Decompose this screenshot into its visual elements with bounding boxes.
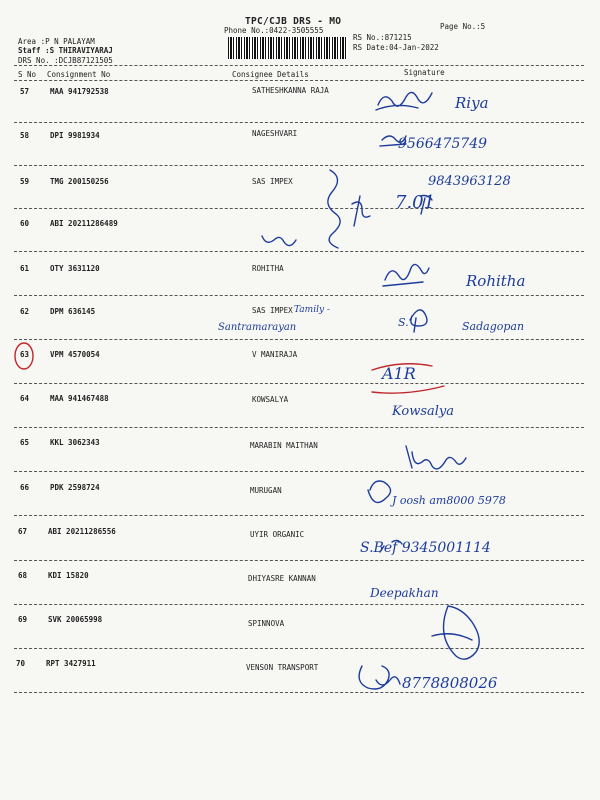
row-divider: [14, 208, 584, 209]
row-consignee: SATHESHKANNA RAJA: [252, 86, 329, 95]
row-sno: 68: [18, 571, 28, 580]
row-consignee: UYIR ORGANIC: [250, 530, 305, 539]
row-divider: [14, 122, 584, 123]
col-consignment: Consignment No: [47, 70, 111, 79]
row-sno: 61: [20, 264, 30, 273]
row-consignee: MARABIN MAITHAN: [250, 441, 318, 450]
row-consignment: RPT 3427911: [46, 659, 96, 668]
handwritten-note: S.: [398, 316, 409, 329]
handwritten-name: Kowsalya: [392, 404, 454, 419]
row-consignment: ABI 20211286489: [50, 219, 118, 228]
row-divider: [14, 339, 584, 340]
row-sno: 64: [20, 394, 30, 403]
signature-scribble: [406, 446, 466, 469]
row-divider: [14, 383, 584, 384]
row-divider: [14, 560, 584, 561]
drs-number: DRS No. :DCJB87121505: [18, 56, 113, 65]
signature-scribble: [359, 666, 400, 689]
row-divider: [14, 165, 584, 166]
header-divider: [14, 65, 584, 66]
page-number: Page No.:5: [440, 22, 486, 31]
red-pen-stroke: [372, 386, 444, 393]
row-consignment: KDI 15820: [48, 571, 89, 580]
row-consignment: SVK 20065998: [48, 615, 103, 624]
row-divider: [14, 604, 584, 605]
col-sno: S No: [18, 70, 37, 79]
signature-scribble: [383, 264, 429, 286]
row-consignee: SAS IMPEX: [252, 306, 293, 315]
row-sno: 58: [20, 131, 30, 140]
handwritten-name: Riya: [455, 94, 489, 112]
row-consignment: PDK 2598724: [50, 483, 100, 492]
row-consignee: ROHITHA: [252, 264, 284, 273]
row-sno: 69: [18, 615, 28, 624]
handwritten-name: Sadagopan: [462, 320, 525, 333]
row-sno: 62: [20, 307, 30, 316]
signature-scribble: [410, 310, 427, 332]
row-consignee: MURUGAN: [250, 486, 282, 495]
handwritten-note: 7.01: [395, 192, 436, 213]
sheet-title: TPC/CJB DRS - MO: [245, 16, 342, 27]
row-consignment: MAA 941467488: [50, 394, 109, 403]
handwritten-phone: 9843963128: [428, 174, 511, 189]
row-consignee: V MANIRAJA: [252, 350, 298, 359]
signature-scribble: [376, 92, 432, 110]
row-consignee: VENSON TRANSPORT: [246, 663, 319, 672]
row-consignment: DPI 9981934: [50, 131, 100, 140]
row-sno: 70: [16, 659, 26, 668]
row-sno: 65: [20, 438, 30, 447]
signature-scribble: [262, 236, 296, 246]
handwritten-phone: 9566475749: [398, 136, 488, 152]
row-sno: 59: [20, 177, 30, 186]
handwritten-note: J oosh am8000 5978: [392, 494, 506, 507]
row-consignment: ABI 20211286556: [48, 527, 116, 536]
barcode-image: [228, 37, 348, 59]
signature-scribble: [352, 196, 370, 226]
row-divider: [14, 515, 584, 516]
handwritten-note: A1R: [382, 364, 416, 383]
signature-scribble: [432, 606, 479, 659]
staff-label: Staff :S THIRAVIYARAJ: [18, 46, 113, 55]
col-signature: Signature: [404, 68, 445, 77]
phone-number: Phone No.:0422-3505555: [224, 26, 324, 35]
row-consignee: SAS IMPEX: [252, 177, 293, 186]
row-divider: [14, 471, 584, 472]
rs-number: RS No.:871215: [353, 33, 412, 42]
row-divider: [14, 692, 584, 693]
handwritten-phone: 8778808026: [402, 674, 498, 692]
row-consignee: DHIYASRE KANNAN: [248, 574, 316, 583]
col-consignee: Consignee Details: [232, 70, 309, 79]
row-consignment: OTY 3631120: [50, 264, 100, 273]
handwritten-name: Deepakhan: [370, 586, 439, 600]
rs-date: RS Date:04-Jan-2022: [353, 43, 439, 52]
row-consignment: VPM 4570054: [50, 350, 100, 359]
row-sno: 66: [20, 483, 30, 492]
columns-divider: [14, 80, 584, 81]
handwritten-phone: S.Bef 9345001114: [360, 540, 491, 556]
handwritten-name: Rohitha: [466, 272, 526, 290]
row-consignee: SPINNOVA: [248, 619, 285, 628]
signature-scribble: [368, 481, 391, 503]
row-divider: [14, 427, 584, 428]
handwritten-note: Santramarayan: [218, 322, 297, 333]
area-label: Area :P N PALAYAM: [18, 37, 95, 46]
row-consignee: KOWSALYA: [252, 395, 289, 404]
row-sno: 60: [20, 219, 30, 228]
row-sno: 63: [20, 350, 30, 359]
row-sno: 67: [18, 527, 28, 536]
row-divider: [14, 251, 584, 252]
row-divider: [14, 295, 584, 296]
row-consignment: MAA 941792538: [50, 87, 109, 96]
row-consignment: TMG 200150256: [50, 177, 109, 186]
signature-scribble: [328, 170, 340, 248]
row-sno: 57: [20, 87, 30, 96]
handwritten-note: Tamily -: [294, 305, 330, 315]
row-divider: [14, 648, 584, 649]
row-consignment: KKL 3062343: [50, 438, 100, 447]
row-consignment: DPM 636145: [50, 307, 96, 316]
row-consignee: NAGESHVARI: [252, 129, 298, 138]
